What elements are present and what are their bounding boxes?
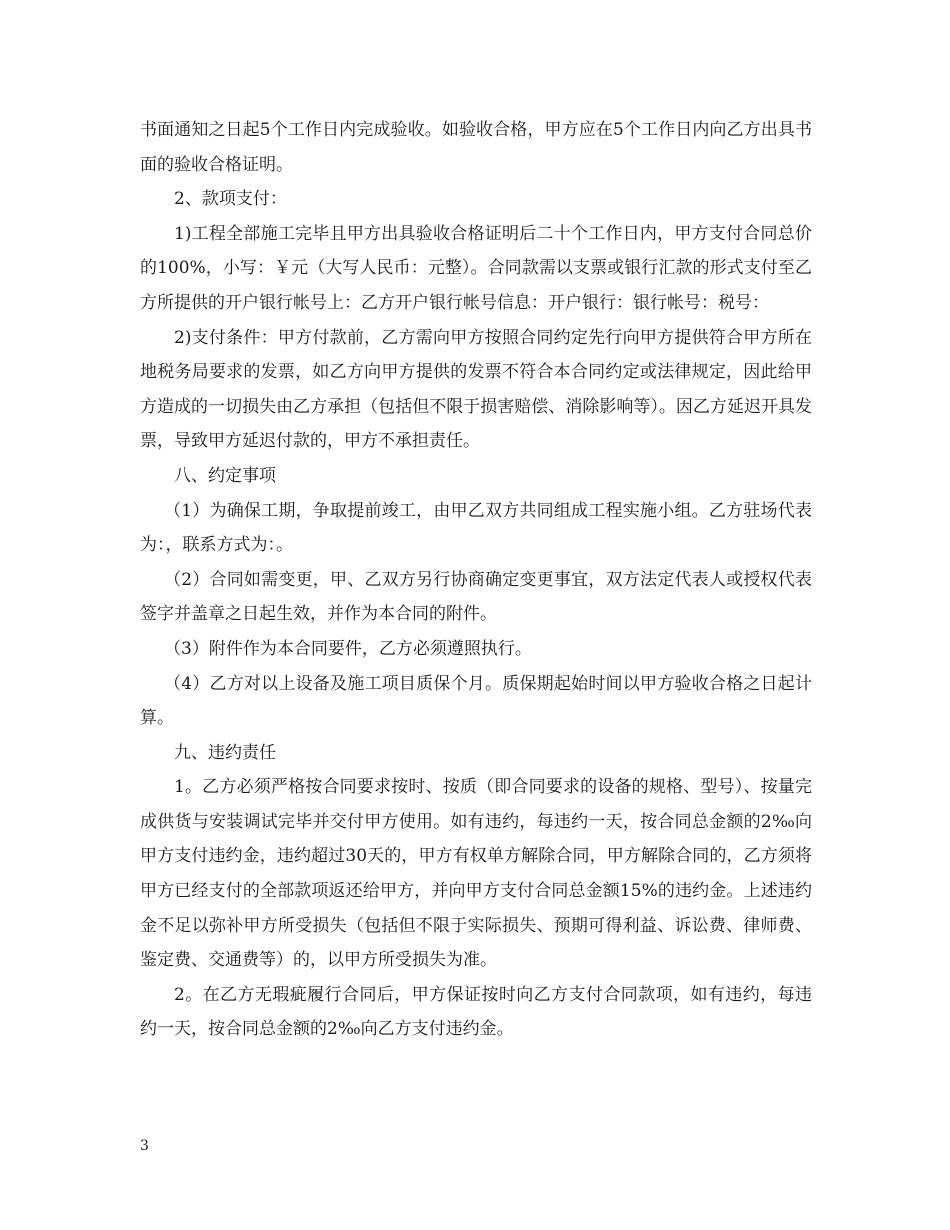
page-number: 3	[140, 1138, 149, 1154]
paragraph-payment-2: 2)支付条件：甲方付款前，乙方需向甲方按照合同约定先行向甲方提供符合甲方所在地税务局要求的发票，如乙方向甲方提供的发票不符合本合同约定或法律规定，因此给甲方造成的一切损失由乙方承担（包括但不限于损害赔偿、消除影响等）。因乙方延迟开具发票，导致甲方延迟付款的，甲方不承担责任。	[140, 327, 812, 452]
heading-payment: 2、款项支付：	[174, 189, 287, 210]
document-body	[140, 113, 812, 1047]
paragraph-liability-2: 2。在乙方无瑕疵履行合同后，甲方保证按时向乙方支付合同款项，如有违约，每违约一天，按合同总金额的2‰向乙方支付违约金。	[140, 984, 812, 1040]
paragraph-agreed-3: （3）附件作为本合同要件，乙方必须遵照执行。	[164, 638, 532, 659]
paragraph-liability-1: 1。乙方必须严格按合同要求按时、按质（即合同要求的设备的规格、型号）、按量完成供货与安装调试完毕并交付甲方使用。如有违约，每违约一天，按合同总金额的2‰向甲方支付违约金，违约超过30天的，甲方有权单方解除合同，甲方解除合同的，乙方须将甲方已经支付的全部款项返还给甲方，并向甲方支付合同总金额15%的违约金。上述违约金不足以弥补甲方所受损失（包括但不限于实际损失、预期可得利益、诉讼费、律师费、鉴定费、交通费等）的，以甲方所受损失为准。	[140, 777, 812, 971]
paragraph-agreed-1: （1）为确保工期，争取提前竣工，由甲乙双方共同组成工程实施小组。乙方驻场代表为：，联系方式为：。	[140, 500, 812, 556]
heading-agreed-matters: 八、约定事项	[174, 465, 276, 486]
heading-liability: 九、违约责任	[174, 742, 276, 763]
paragraph-agreed-4: （4）乙方对以上设备及施工项目质保个月。质保期起始时间以甲方验收合格之日起计算。	[140, 673, 812, 729]
paragraph-payment-1: 1)工程全部施工完毕且甲方出具验收合格证明后二十个工作日内，甲方支付合同总价的100%，小写：￥元（大写人民币：元整）。合同款需以支票或银行汇款的形式支付至乙方所提供的开户银行帐号上：乙方开户银行帐号信息：开户银行：银行帐号：税号：	[140, 223, 812, 313]
paragraph-agreed-2: （2）合同如需变更，甲、乙双方另行协商确定变更事宜，双方法定代表人或授权代表签字并盖章之日起生效，并作为本合同的附件。	[140, 569, 812, 625]
paragraph-acceptance-continued: 书面通知之日起5个工作日内完成验收。如验收合格，甲方应在5个工作日内向乙方出具书面的验收合格证明。	[140, 120, 812, 175]
